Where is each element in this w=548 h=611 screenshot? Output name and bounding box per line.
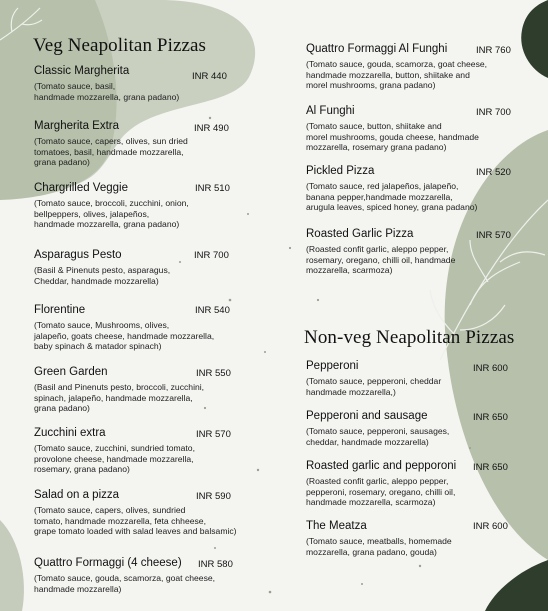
item-price: INR 600 bbox=[473, 363, 508, 374]
item-price: INR 490 bbox=[194, 123, 229, 134]
item-price: INR 590 bbox=[196, 491, 231, 502]
item-description: (Tomato sauce, gouda, scamorza, goat cheese, handmade mozzarella, button, shiitake and morel mushrooms, grana padano) bbox=[306, 59, 488, 91]
item-name: Green Garden bbox=[34, 366, 108, 378]
item-name: Al Funghi bbox=[306, 105, 355, 117]
item-name: Classic Margherita bbox=[34, 65, 130, 77]
item-name: Pepperoni bbox=[306, 360, 359, 372]
menu-item-the-meatza bbox=[306, 519, 452, 557]
item-name: Margherita Extra bbox=[34, 120, 120, 132]
item-description: (Tomato sauce, pepperoni, cheddar handmade mozzarella,) bbox=[306, 376, 442, 397]
menu-item-pickled-pizza bbox=[306, 164, 477, 213]
menu-item-classic-margherita bbox=[34, 64, 179, 102]
item-description: (Tomato sauce, gouda, scamorza, goat cheese, handmade mozzarella) bbox=[34, 573, 216, 594]
section-title-veg: Veg Neapolitan Pizzas bbox=[33, 35, 207, 56]
item-name: Quattro Formaggi Al Funghi bbox=[306, 43, 448, 55]
item-description: (Tomato sauce, meatballs, homemade mozzarella, grana padano, gouda) bbox=[306, 536, 452, 557]
menu-item-margherita-extra bbox=[34, 119, 188, 168]
item-description: (Tomato sauce, basil, handmade mozzarella, grana padano) bbox=[34, 81, 180, 102]
item-price: INR 580 bbox=[198, 559, 233, 570]
item-description: (Tomato sauce, broccoli, zucchini, onion, bellpeppers, olives, jalapeños, handmade mozzarella, grana padano) bbox=[34, 198, 189, 230]
item-price: INR 650 bbox=[473, 412, 508, 423]
dark-leaf-bottom-right bbox=[485, 560, 548, 611]
item-description: (Tomato sauce, zucchini, sundried tomato, provolone cheese, handmade mozzarella, rosemary, grana padano) bbox=[34, 443, 195, 475]
item-name: Pepperoni and sausage bbox=[306, 410, 428, 422]
menu-item-roasted-garlic-and-pepporoni bbox=[306, 459, 456, 508]
item-price: INR 570 bbox=[196, 429, 231, 440]
item-name: Asparagus Pesto bbox=[34, 249, 122, 261]
menu-item-florentine bbox=[34, 303, 214, 352]
menu-item-quattro-formaggi-al-funghi bbox=[306, 42, 487, 91]
item-price: INR 570 bbox=[476, 230, 511, 241]
menu-item-pepperoni bbox=[306, 359, 441, 397]
item-description: (Tomato sauce, capers, olives, sundried tomato, handmade mozzarella, feta chheese, grape tomato loaded with salad leaves and balsamic) bbox=[34, 505, 237, 537]
item-description: (Roasted confit garlic, aleppo pepper, rosemary, oregano, chilli oil, handmade mozzarella, scarmoza) bbox=[306, 244, 456, 276]
item-description: (Tomato sauce, red jalapeños, jalapeño, banana pepper,handmade mozzarella, arugula leaves, spiced honey, grana padano) bbox=[306, 181, 478, 213]
item-name: Zucchini extra bbox=[34, 427, 106, 439]
item-name: Chargrilled Veggie bbox=[34, 182, 128, 194]
item-price: INR 540 bbox=[195, 305, 230, 316]
sage-blob-bottom-left bbox=[0, 520, 24, 611]
item-name: Quattro Formaggi (4 cheese) bbox=[34, 557, 182, 569]
menu-item-roasted-garlic-pizza bbox=[306, 227, 455, 276]
item-name: The Meatza bbox=[306, 520, 367, 532]
item-name: Salad on a pizza bbox=[34, 489, 120, 501]
item-description: (Tomato sauce, button, shiitake and morel mushrooms, gouda cheese, handmade mozzarella, rosemary grana padano) bbox=[306, 121, 479, 153]
menu-item-asparagus-pesto bbox=[34, 248, 170, 286]
menu-item-quattro-formaggi bbox=[34, 556, 215, 594]
item-description: (Roasted confit garlic, aleppo pepper, pepperoni, rosemary, oregano, chilli oil, handmade mozzarella, scarmoza) bbox=[306, 476, 456, 508]
menu-item-green-garden bbox=[34, 365, 204, 414]
menu-item-pepperoni-and-sausage bbox=[306, 409, 449, 447]
item-name: Florentine bbox=[34, 304, 86, 316]
item-name: Roasted garlic and pepporoni bbox=[306, 460, 457, 472]
item-price: INR 600 bbox=[473, 521, 508, 532]
item-name: Roasted Garlic Pizza bbox=[306, 228, 414, 240]
item-price: INR 650 bbox=[473, 462, 508, 473]
item-price: INR 550 bbox=[196, 368, 231, 379]
item-price: INR 510 bbox=[195, 183, 230, 194]
item-description: (Basil & Pinenuts pesto, asparagus, Cheddar, handmade mozzarella) bbox=[34, 265, 171, 286]
item-price: INR 700 bbox=[476, 107, 511, 118]
item-description: (Tomato sauce, capers, olives, sun dried tomatoes, basil, handmade mozzarella, grana padano) bbox=[34, 136, 188, 168]
item-price: INR 440 bbox=[192, 71, 227, 82]
item-price: INR 700 bbox=[194, 250, 229, 261]
item-description: (Tomato sauce, pepperoni, sausages, cheddar, handmade mozzarella) bbox=[306, 426, 450, 447]
item-price: INR 760 bbox=[476, 45, 511, 56]
item-price: INR 520 bbox=[476, 167, 511, 178]
item-description: (Basil and Pinenuts pesto, broccoli, zucchini, spinach, jalapeño, handmade mozzarella, grana padano) bbox=[34, 382, 205, 414]
item-name: Pickled Pizza bbox=[306, 165, 375, 177]
item-description: (Tomato sauce, Mushrooms, olives, jalapeño, goats cheese, handmade mozzarella, baby spinach & matador spinach) bbox=[34, 320, 215, 352]
section-title-non-veg: Non-veg Neapolitan Pizzas bbox=[304, 327, 515, 348]
menu-item-zucchini-extra bbox=[34, 426, 195, 475]
menu-item-al-funghi bbox=[306, 104, 479, 153]
menu-item-chargrilled-veggie bbox=[34, 181, 189, 230]
dark-leaf-top-right bbox=[521, 0, 548, 78]
